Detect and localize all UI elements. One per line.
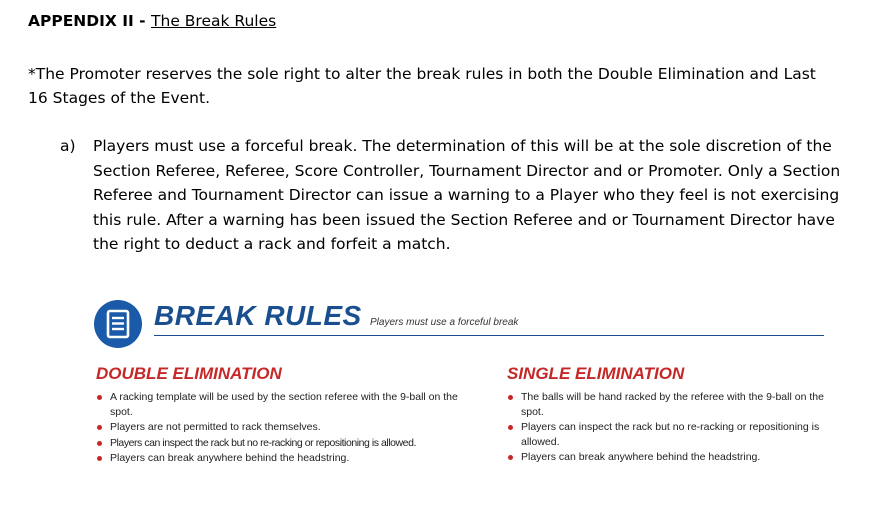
double-elimination-section (96, 364, 476, 467)
appendix-title: The Break Rules (151, 12, 277, 30)
single-elimination-list (507, 390, 827, 465)
rule-text: Players must use a forceful break. The determination of this will be at the sole discretion of the Section Referee, Referee, Score Controller, Tournament Director and or Promoter. Only a Section Referee and Tournament Director can issue a warning to a Player who they feel is not exercising this rule. After a warning has been issued the Section Referee and or Tournament Director have the right to deduct a rack and forfeit a match. (93, 137, 841, 253)
list-item: Players can break anywhere behind the headstring. (96, 451, 478, 466)
list-item: Players are not permitted to rack themselves. (96, 420, 478, 435)
break-rules-subtitle: Players must use a forceful break (370, 317, 519, 328)
list-item: A racking template will be used by the section referee with the 9-ball on the spot. (96, 390, 478, 419)
list-item: Players can inspect the rack but no re-racking or repositioning is allowed. (507, 420, 827, 449)
single-elimination-section (507, 364, 827, 466)
double-elimination-title: DOUBLE ELIMINATION (96, 364, 282, 383)
list-item: Players can inspect the rack but no re-racking or repositioning is allowed. (96, 436, 478, 451)
list-item: The balls will be hand racked by the referee with the 9-ball on the spot. (507, 390, 827, 419)
break-rules-graphic (94, 300, 834, 480)
single-elimination-title: SINGLE ELIMINATION (507, 364, 685, 383)
appendix-label: APPENDIX II - (28, 12, 152, 30)
promoter-note: *The Promoter reserves the sole right to alter the break rules in both the Double Elimination and Last 16 Stages of the Event. (28, 65, 816, 107)
appendix-heading (28, 12, 276, 30)
title-divider (154, 335, 824, 336)
break-rules-title: BREAK RULES (154, 300, 362, 331)
rulebook-icon (94, 300, 142, 348)
rule-item-a (60, 134, 850, 257)
list-item: Players can break anywhere behind the headstring. (507, 450, 827, 465)
rule-marker: a) (60, 137, 76, 155)
double-elimination-list (96, 390, 476, 466)
